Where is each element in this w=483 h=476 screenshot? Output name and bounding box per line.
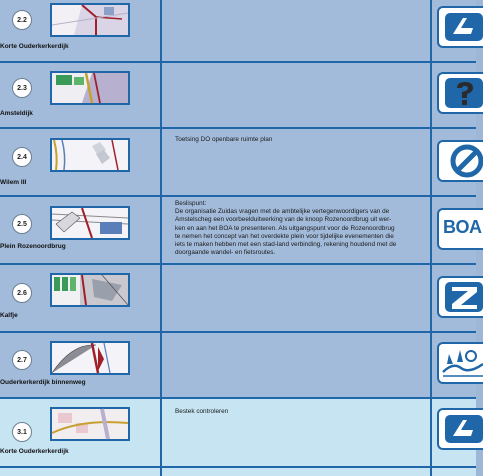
agenda-row-2-3 (0, 62, 476, 128)
item-number-badge: 3.1 (12, 422, 32, 442)
map-thumbnail (50, 138, 130, 172)
map-thumbnail (50, 3, 130, 37)
location-name: Plein Rozenoordbrug (0, 243, 66, 250)
z-letter-icon (437, 276, 483, 318)
row-divider (0, 195, 476, 197)
agenda-row-2-2 (0, 0, 476, 62)
note-line: Beslispunt: (175, 200, 207, 207)
row-divider (0, 127, 476, 129)
item-number-badge: 2.6 (12, 283, 32, 303)
location-name: Kalfje (0, 312, 18, 319)
column-divider (160, 0, 162, 476)
item-number-badge: 2.7 (12, 350, 32, 370)
agenda-row-2-5 (0, 196, 482, 264)
location-name: Korte Ouderkerkerdijk (0, 448, 69, 455)
row-divider (0, 397, 476, 399)
location-name: Wilem III (0, 179, 27, 186)
location-name: Ouderkerkerdijk binnenweg (0, 379, 86, 386)
boa-label-icon (437, 208, 483, 250)
agenda-row-3-1 (0, 398, 476, 476)
location-name: Amsteldijk (0, 110, 33, 117)
note-line: De organisatie Zuidas vragen met de ambtelijke vertegenwoordigers van de (175, 208, 390, 216)
arrow-sign-icon (437, 6, 483, 48)
no-entry-circle-icon (437, 140, 483, 182)
map-thumbnail (50, 407, 130, 441)
item-number-badge: 2.4 (12, 147, 32, 167)
agenda-row-2-7 (0, 332, 476, 398)
decision-note (175, 136, 420, 144)
location-name: Korte Ouderkerkerdijk (0, 43, 69, 50)
item-number-badge: 2.5 (12, 214, 32, 234)
landscape-sketch-icon (437, 342, 483, 384)
row-divider (0, 263, 476, 265)
item-number-badge: 2.2 (12, 10, 32, 30)
row-divider (0, 466, 476, 468)
arrow-sign-icon (437, 408, 483, 450)
column-divider (430, 0, 432, 476)
decision-note (175, 408, 420, 416)
row-divider (0, 331, 476, 333)
note-line: doorgaande wandel- en fietsroutes. (175, 249, 276, 257)
question-mark-icon (437, 72, 483, 114)
map-thumbnail (50, 273, 130, 307)
agenda-row-2-6 (0, 264, 476, 332)
note-line: Toetsing DO openbare ruimte plan (175, 136, 273, 143)
note-line: te nemen het concept van het overdekte plein voor tijdelijke evenementen die (175, 232, 394, 240)
row-divider (0, 61, 476, 63)
item-number-badge: 2.3 (12, 78, 32, 98)
note-line: iets te maken hebben met een stad-land verbinding, rekening houdend met de (175, 241, 397, 249)
note-line: ken en aan het BOA te presenteren. Als uitgangspunt voor de Rozenoordbrug (175, 224, 395, 232)
map-thumbnail (50, 341, 130, 375)
note-line: Amstelscheg een voorbeelduitwerking van de knoop Rozenoordbrug uit wer- (175, 216, 392, 224)
map-thumbnail (50, 206, 130, 240)
map-thumbnail (50, 71, 130, 105)
agenda-row-2-4 (0, 128, 476, 196)
decision-note (175, 200, 420, 257)
boa-label-text: BOA (443, 217, 482, 237)
note-line: Bestek controleren (175, 408, 229, 415)
